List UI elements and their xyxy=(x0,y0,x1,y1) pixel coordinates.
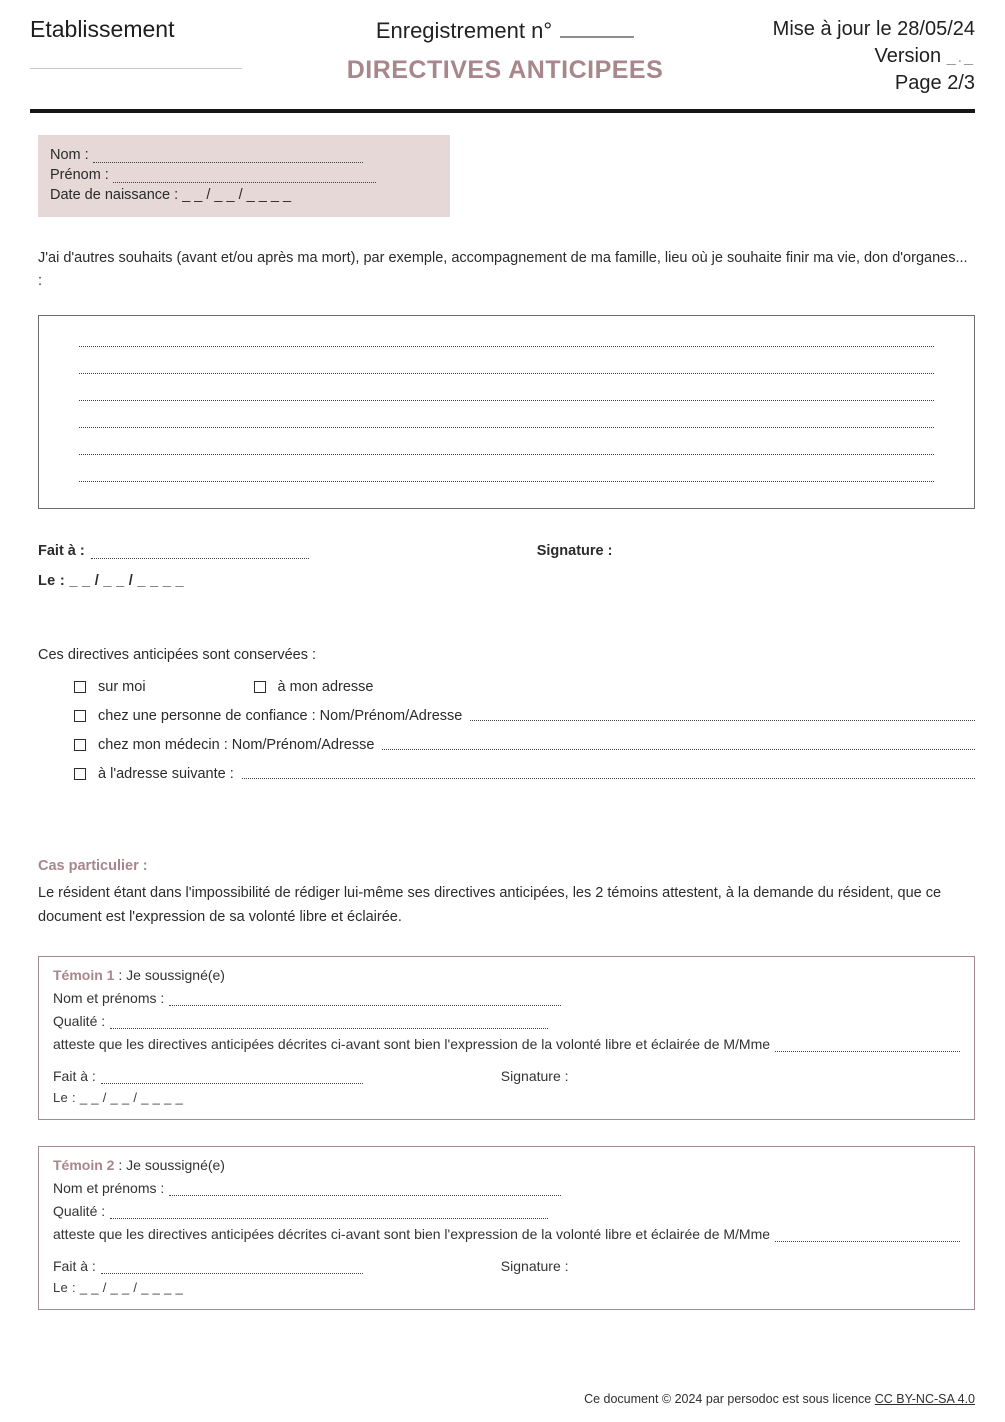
license-text: Ce document © 2024 par persodoc est sous licence xyxy=(584,1392,872,1406)
temoin-1-signature-label: Signature : xyxy=(500,1068,569,1085)
medecin-fill-line xyxy=(382,740,975,750)
write-line xyxy=(79,374,934,401)
fait-a-label: Fait à : xyxy=(38,543,85,560)
temoin-2-qualite-fill-line xyxy=(110,1207,548,1219)
temoin-2-intro: : Je soussigné(e) xyxy=(114,1157,225,1174)
identity-box xyxy=(38,135,450,217)
temoin-1-fait-a-fill-line xyxy=(101,1072,363,1084)
cas-particulier-title: Cas particulier : xyxy=(38,858,148,875)
document-body xyxy=(0,113,1005,1310)
enregistrement-fill-line xyxy=(560,24,634,38)
option-label-sur-moi: sur moi xyxy=(98,679,146,696)
license-footer xyxy=(0,1392,1005,1422)
version-block xyxy=(730,16,975,97)
temoin-2-atteste-text: atteste que les directives anticipées décrites ci-avant sont bien l'expression de la volonté libre et éclairée de M/Mme xyxy=(53,1226,771,1243)
update-date: Mise à jour le 28/05/24 xyxy=(772,18,975,40)
option-label-a-mon-adresse: à mon adresse xyxy=(277,679,374,696)
prenom-label: Prénom : xyxy=(50,167,109,183)
signature-label: Signature : xyxy=(536,543,613,560)
page-number: Page 2/3 xyxy=(894,72,975,94)
temoin-2-nom-label: Nom et prénoms : xyxy=(53,1180,165,1197)
nom-fill-line xyxy=(93,151,363,163)
write-line xyxy=(79,428,934,455)
version-value: _._ xyxy=(946,49,975,66)
version-label: Version xyxy=(874,45,942,67)
license-link[interactable]: CC BY-NC-SA 4.0 xyxy=(874,1392,975,1406)
temoin-2-fait-a-label: Fait à : xyxy=(53,1258,96,1275)
temoin-1-qualite-fill-line xyxy=(110,1017,548,1029)
temoin-2-box xyxy=(38,1146,975,1310)
temoin-1-le-label: Le : xyxy=(53,1090,76,1106)
wishes-intro: J'ai d'autres souhaits (avant et/ou après ma mort), par exemple, accompagnement de ma famille, lieu où je souhaite finir ma vie, don d'organes... : xyxy=(38,250,968,290)
adresse-suivante-fill-line xyxy=(242,769,975,779)
temoin-1-nom-label: Nom et prénoms : xyxy=(53,990,165,1007)
checkbox-adresse-suivante[interactable] xyxy=(74,768,86,780)
temoin-2-nom-fill-line xyxy=(169,1184,561,1196)
signature-row xyxy=(38,543,975,559)
prenom-fill-line xyxy=(113,171,376,183)
write-line xyxy=(79,401,934,428)
temoin-2-date-placeholder: _ _ / _ _ / _ _ _ _ xyxy=(79,1280,184,1296)
write-line xyxy=(79,347,934,374)
write-line xyxy=(79,455,934,482)
birthdate-label: Date de naissance : _ _ / _ _ / _ _ _ _ xyxy=(50,187,292,203)
temoin-1-intro: : Je soussigné(e) xyxy=(114,967,225,984)
date-row xyxy=(38,573,975,589)
enregistrement-label: Enregistrement n° xyxy=(375,18,553,43)
nom-label: Nom : xyxy=(50,147,89,163)
fait-a-fill-line xyxy=(91,547,309,559)
conservation-intro: Ces directives anticipées sont conservées : xyxy=(38,647,317,664)
wishes-write-box xyxy=(38,315,975,509)
temoin-2-signature-label: Signature : xyxy=(500,1258,569,1275)
temoin-1-nom-fill-line xyxy=(169,994,561,1006)
page-header xyxy=(0,0,1005,97)
temoin-2-qualite-label: Qualité : xyxy=(53,1203,106,1220)
temoin-1-fait-a-label: Fait à : xyxy=(53,1068,96,1085)
checkbox-medecin[interactable] xyxy=(74,739,86,751)
conservation-section xyxy=(38,647,975,782)
temoin-1-mmme-fill-line xyxy=(775,1040,960,1052)
temoin-2-title: Témoin 2 xyxy=(53,1157,115,1174)
checkbox-a-mon-adresse[interactable] xyxy=(254,681,266,693)
cas-particulier-section xyxy=(38,858,975,930)
le-label: Le : xyxy=(38,573,65,590)
write-line xyxy=(79,320,934,347)
temoin-2-mmme-fill-line xyxy=(775,1230,960,1242)
personne-de-confiance-fill-line xyxy=(470,711,975,721)
checkbox-sur-moi[interactable] xyxy=(74,681,86,693)
checkbox-personne-de-confiance[interactable] xyxy=(74,710,86,722)
etablissement-label: Etablissement xyxy=(30,16,175,42)
title-block xyxy=(280,16,730,85)
cas-particulier-text: Le résident étant dans l'impossibilité de rédiger lui-même ses directives anticipées, les 2 témoins attestent, à la demande du résident, que ce document est l'expression de sa volonté libre et éclairée. xyxy=(38,885,942,926)
option-label-personne-de-confiance: chez une personne de confiance : Nom/Prénom/Adresse xyxy=(98,708,463,725)
temoin-1-title: Témoin 1 xyxy=(53,967,115,984)
temoin-2-fait-a-fill-line xyxy=(101,1262,363,1274)
temoin-1-atteste-text: atteste que les directives anticipées décrites ci-avant sont bien l'expression de la volonté libre et éclairée de M/Mme xyxy=(53,1036,771,1053)
option-label-medecin: chez mon médecin : Nom/Prénom/Adresse xyxy=(98,737,375,754)
etablissement-fill-line xyxy=(30,43,242,69)
page-title: DIRECTIVES ANTICIPEES xyxy=(346,56,664,84)
date-placeholder: _ _ / _ _ / _ _ _ _ xyxy=(69,573,184,590)
temoin-1-date-placeholder: _ _ / _ _ / _ _ _ _ xyxy=(79,1090,184,1106)
option-label-adresse-suivante: à l'adresse suivante : xyxy=(98,766,234,783)
temoin-1-qualite-label: Qualité : xyxy=(53,1013,106,1030)
temoin-1-box xyxy=(38,956,975,1120)
etablissement-block xyxy=(30,16,280,69)
temoin-2-le-label: Le : xyxy=(53,1280,76,1296)
